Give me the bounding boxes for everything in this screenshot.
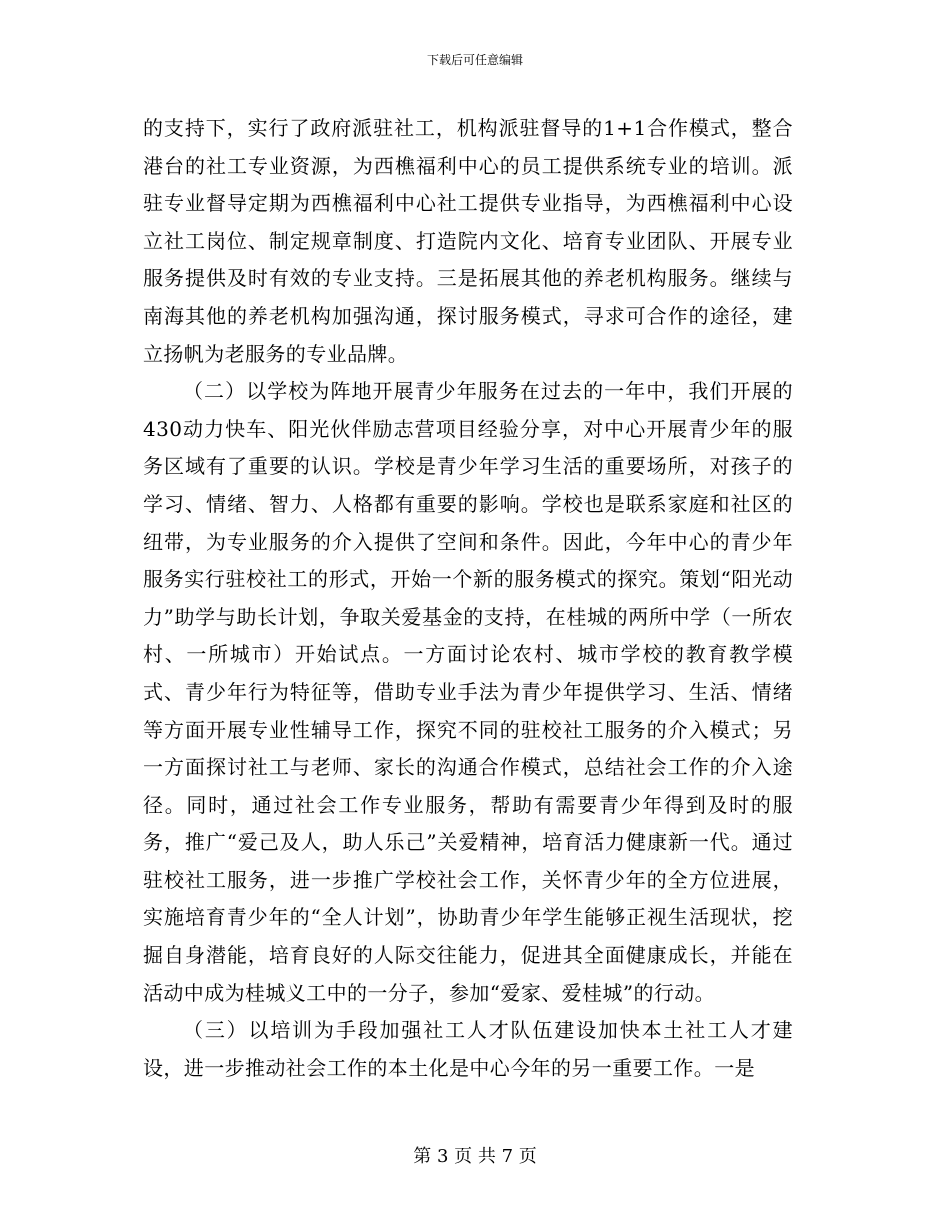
page-header: 下载后可任意编辑 — [426, 53, 523, 67]
paragraph-training: （三）以培训为手段加强社工人才队伍建设加快本土社工人才建设，进一步推动社会工作的本土化是中心今年的另一重要工作。一是 — [143, 1018, 793, 1080]
page-footer: 第 3 页 共 7 页 — [413, 1146, 537, 1167]
paragraph-continuation: 的支持下，实行了政府派驻社工，机构派驻督导的1+1合作模式，整合港台的社工专业资源，为西樵福利中心的员工提供系统专业的培训。派驻专业督导定期为西樵福利中心社工提供专业指导，为西樵福利中心设立社工岗位、制定规章制度、打造院内文化、培育专业团队、开展专业服务提供及时有效的专业支持。三是拓展其他的养老机构服务。继续与南海其他的养老机构加强沟通，探讨服务模式，寻求可合作的途径，建立扬帆为老服务的专业品牌。 — [143, 116, 793, 366]
paragraph-youth-service: （二）以学校为阵地开展青少年服务在过去的一年中，我们开展的430动力快车、阳光伙伴励志营项目经验分享，对中心开展青少年的服务区域有了重要的认识。学校是青少年学习生活的重要场所，对孩子的学习、情绪、智力、人格都有重要的影响。学校也是联系家庭和社区的纽带，为专业服务的介入提供了空间和条件。因此，今年中心的青少年服务实行驻校社工的形式，开始一个新的服务模式的探究。策划“阳光动力”助学与助长计划，争取关爱基金的支持，在桂城的两所中学（一所农村、一所城市）开始试点。一方面讨论农村、城市学校的教育教学模式、青少年行为特征等，借助专业手法为青少年提供学习、生活、情绪等方面开展专业性辅导工作，探究不同的驻校社工服务的介入模式；另一方面探讨社工与老师、家长的沟通合作模式，总结社会工作的介入途径。同时，通过社会工作专业服务，帮助有需要青少年得到及时的服务，推广“爱己及人，助人乐己”关爱精神，培育活力健康新一代。通过驻校社工服务，进一步推广学校社会工作，关怀青少年的全方位进展，实施培育青少年的“全人计划”，协助青少年学生能够正视生活现状，挖掘自身潜能，培育良好的人际交往能力，促进其全面健康成长，并能在活动中成为桂城义工中的一分子，参加“爱家、爱桂城”的行动。 — [143, 379, 793, 1005]
document-body — [143, 110, 793, 1087]
